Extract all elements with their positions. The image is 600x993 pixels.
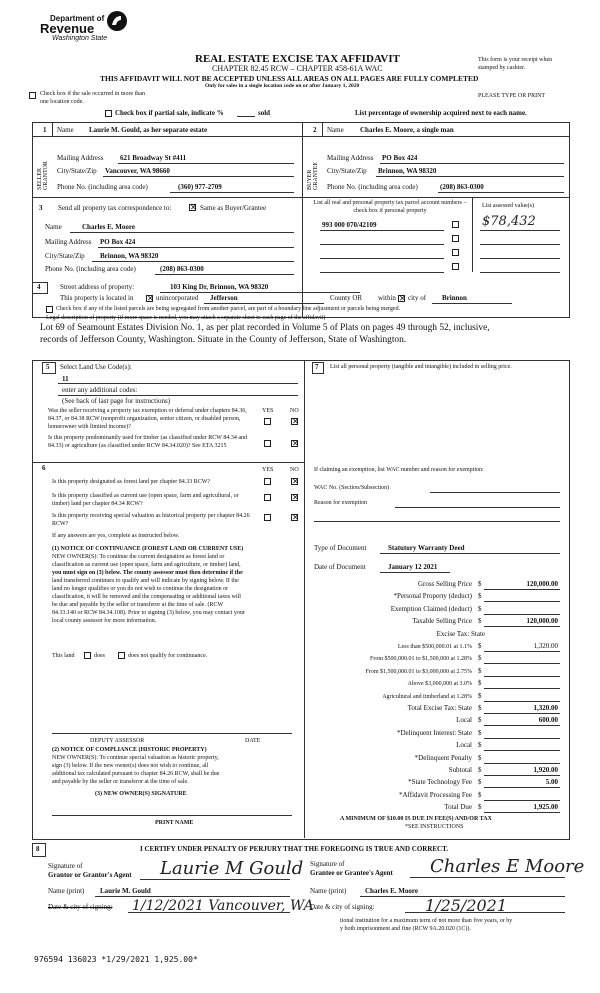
tier2-label: From $500,000.01 to $1,500,000 at 1.28% — [370, 656, 472, 662]
parcels-header: List all real and personal property tax parcel account numbers – check box if personal property — [313, 200, 467, 214]
grantor-date-city-label: Date & city of signing: — [48, 903, 113, 911]
local-amount[interactable]: 600.00 — [538, 716, 558, 724]
corr-name-label: Name — [45, 223, 62, 231]
taxable-amount[interactable]: 120,000.00 — [526, 617, 558, 625]
sec5-yes: YES — [262, 408, 274, 414]
grantee-name-print[interactable]: Charles E. Moore — [365, 887, 418, 895]
notice1-a: NEW OWNER(S): To continue the current designation as forest land or — [52, 554, 225, 560]
tier2-dollar: $ — [478, 654, 482, 662]
doc-type-label: Type of Document — [314, 544, 367, 552]
local-dollar: $ — [478, 716, 482, 724]
minimum-note: A MINIMUM OF $10.00 IS DUE IN FEE(S) AND/OR TAX — [340, 816, 492, 822]
personal-dollar: $ — [478, 592, 482, 600]
segregated-checkbox[interactable] — [46, 306, 53, 313]
excise-label: Excise Tax: State — [436, 630, 485, 638]
sec5-q1-yes[interactable] — [264, 418, 271, 425]
sec5-q1: Was the seller receiving a property tax exemption or deferral under chapters 84.36, 84.37, or 84.38 RCW (nonprofit organization, senior citizen, or disabled person, homeowner with limited income)? — [48, 408, 247, 430]
seller-phone-label: Phone No. (including area code) — [57, 183, 148, 191]
subtotal-amount[interactable]: 1,920.00 — [533, 766, 558, 774]
tier4-dollar: $ — [478, 679, 482, 687]
grantee-name-print-label: Name (print) — [310, 887, 347, 895]
seller-name-label: Name — [57, 126, 74, 134]
segregated-label: Check box if any of the listed parcels are being segregated from another parcel, are part of a boundary line adjustment or parcels being merged. — [56, 306, 401, 312]
grantor-sig-label1: Signature of — [48, 862, 83, 870]
sec6-q3-yes[interactable] — [264, 514, 271, 521]
deputy-assessor-label: DEPUTY ASSESSOR — [90, 738, 145, 744]
section-7-number: 7 — [315, 363, 319, 371]
form-subtitle: CHAPTER 82.45 RCW – CHAPTER 458-61A WAC — [212, 64, 383, 73]
within-city-checkbox[interactable]: ✕ — [399, 294, 406, 303]
form-title: REAL ESTATE EXCISE TAX AFFIDAVIT — [195, 53, 400, 65]
corr-label: Send all property tax correspondence to: — [58, 204, 172, 212]
gross-label: Gross Selling Price — [417, 580, 472, 588]
local-label: Local — [456, 716, 472, 724]
notice1-e: land no longer qualifies or you do not wish to continue the designation or — [52, 586, 229, 592]
section-3-number: 3 — [39, 204, 43, 212]
date-label: DATE — [245, 738, 261, 744]
buyer-city[interactable]: Brinnon, WA 98320 — [378, 167, 437, 175]
grantor-sig-label2: Grantor or Grantor's Agent — [48, 871, 132, 879]
sec6-q1-no[interactable]: ✕ — [292, 477, 299, 486]
total-state-dollar: $ — [478, 704, 482, 712]
affidavit-fee-dollar: $ — [478, 791, 482, 799]
corr-city-label: City/State/Zip — [45, 252, 85, 260]
tier1-label: Less than $500,000.01 at 1.1% — [397, 644, 472, 650]
delinq-int-dollar: $ — [478, 729, 482, 737]
section-1-number: 1 — [43, 126, 47, 134]
sec6-q2-yes[interactable] — [264, 494, 271, 501]
grantor-date-city[interactable]: 1/12/2021 Vancouver, WA — [132, 898, 314, 914]
county-label: County OR — [330, 294, 363, 302]
corr-address[interactable]: PO Box 424 — [100, 238, 136, 246]
notice2-d: and payable by the seller or transferor at the time of sale. — [52, 779, 189, 785]
personal-property-checkbox-2[interactable] — [452, 235, 459, 242]
seller-city-label: City/State/Zip — [57, 167, 97, 175]
tier1-amount[interactable]: 1,320.00 — [533, 642, 558, 650]
doc-date-label: Date of Document — [314, 563, 366, 571]
buyer-phone[interactable]: (208) 863-0300 — [440, 183, 484, 191]
section-4-number: 4 — [37, 283, 41, 291]
buyer-city-label: City/State/Zip — [327, 167, 367, 175]
legal-desc-line2[interactable]: records of Jefferson County, Washington. Situate in the County of Jefferson, State of Washington. — [40, 335, 407, 345]
buyer-side-label: BUYER GRANTEE — [307, 162, 319, 190]
personal-property-label: List all personal property (tangible and intangible) included in selling price. — [330, 364, 512, 370]
city-value[interactable]: Brinnon — [442, 294, 467, 302]
sec6-q3: Is this property receiving special valuation as historical property per chapter 84.26 RCW? — [52, 513, 250, 527]
grantor-name-print-label: Name (print) — [48, 887, 85, 895]
wac-label: WAC No. (Section/Subsection) — [314, 485, 390, 491]
legal-desc-line1[interactable]: Lot 69 of Seamount Estates Division No. 1, as per plat recorded in Volume 5 of Plats on pages 49 through 52, inclusive, — [40, 323, 490, 333]
gross-dollar: $ — [478, 580, 482, 588]
assessed-1[interactable]: $78,432 — [482, 214, 536, 229]
buyer-name[interactable]: Charles E. Moore, a single man — [360, 126, 454, 134]
notice1-g: be due and payable by the seller or transferor at the time of sale. (RCW — [52, 602, 224, 608]
seller-name[interactable]: Laurie M. Gould, as her separate estate — [89, 126, 208, 134]
reason-label: Reason for exemption — [314, 500, 367, 506]
buyer-address[interactable]: PO Box 424 — [382, 154, 418, 162]
does-label: does — [94, 653, 105, 659]
notice2-c: additional tax calculated pursuant to chapter 84.26 RCW, shall be due — [52, 771, 220, 777]
partial-sale-label: Check box if partial sale, indicate % — [115, 109, 224, 117]
tier5-dollar: $ — [478, 692, 482, 700]
delinq-int-label: *Delinquent Interest: State — [396, 729, 472, 737]
gross-amount[interactable]: 120,000.00 — [526, 580, 558, 588]
sec6-no: NO — [290, 467, 299, 473]
total-state-label: Total Excise Tax: State — [407, 704, 472, 712]
taxable-dollar: $ — [478, 617, 482, 625]
located-label: This property is located in — [60, 294, 134, 302]
grantee-signature[interactable]: Charles E Moore — [430, 856, 585, 877]
perjury-note-a: tional institution for a maximum term of not more than five years, or by — [340, 918, 513, 924]
notice2-a: NEW OWNER(S): To continue special valuation as historic property, — [52, 755, 219, 761]
within-label: within — [378, 294, 396, 302]
exemption-claim-label: If claiming an exemption, list WAC number and reason for exemption: — [314, 467, 484, 473]
tier5-label: Agricultural and timberland at 1.28% — [382, 694, 472, 700]
grantee-date-city[interactable]: 1/25/2021 — [425, 896, 508, 915]
personal-label: *Personal Property (deduct) — [393, 592, 472, 600]
sec6-q1: Is this property designated as forest land per chapter 84.33 RCW? — [52, 479, 211, 485]
type-print-note: PLEASE TYPE OR PRINT — [478, 93, 546, 99]
notice2-title: (2) NOTICE OF COMPLIANCE (HISTORIC PROPERTY) — [52, 747, 207, 753]
notice1-d: land transferred continues to qualify and will indicate by signing below. If the — [52, 578, 239, 584]
delinq-local-label: Local — [456, 741, 472, 749]
print-name-label: PRINT NAME — [155, 820, 194, 826]
exemption-dollar: $ — [478, 605, 482, 613]
doc-type[interactable]: Statutory Warranty Deed — [388, 544, 465, 552]
dept-line2: Revenue — [40, 21, 95, 36]
section-8-number: 8 — [36, 845, 40, 853]
buyer-name-label: Name — [327, 126, 344, 134]
grantor-name-print[interactable]: Laurie M. Gould — [100, 887, 151, 895]
sec6-q3-no[interactable]: ✕ — [292, 513, 299, 522]
see-back-note: (See back of last page for instructions) — [62, 397, 171, 405]
multi-location-checkbox[interactable] — [29, 92, 36, 99]
delinq-penalty-label: *Delinquent Penalty — [414, 754, 472, 762]
notice1-title: (1) NOTICE OF CONTINUANCE (FOREST LAND OR CURRENT USE) — [52, 546, 244, 552]
new-owner-signature-label: (3) NEW OWNER(S) SIGNATURE — [95, 791, 187, 797]
receipt-note: This form is your receipt when stamped by cashier. — [478, 57, 553, 71]
dor-logo — [40, 8, 130, 44]
assessed-header: List assessed value(s) — [482, 203, 534, 209]
exemption-label: Exemption Claimed (deduct) — [390, 605, 472, 613]
grantee-sig-label1: Signature of — [310, 860, 345, 868]
same-as-buyer-label: Same as Buyer/Grantee — [200, 204, 267, 212]
land-use-label: Select Land Use Code(s): — [60, 363, 132, 371]
seller-phone[interactable]: (360) 977-2709 — [178, 183, 222, 191]
buyer-phone-label: Phone No. (including area code) — [327, 183, 418, 191]
unincorporated-label: unincorporated — [156, 294, 199, 302]
grantee-date-city-label: Date & city of signing: — [310, 903, 375, 911]
affidavit-fee-label: *Affidavit Processing Fee — [399, 791, 472, 799]
notice1-c: you must sign on (3) below. The county assessor must then determine if the — [52, 570, 243, 576]
does-not-label: does not qualify for continuance. — [128, 653, 208, 659]
section-5-number: 5 — [46, 363, 50, 371]
form-warning: THIS AFFIDAVIT WILL NOT BE ACCEPTED UNLESS ALL AREAS ON ALL PAGES ARE FULLY COMPLETED — [100, 74, 479, 83]
section-6-number: 6 — [42, 464, 46, 472]
legal-desc-label: Legal description of property (if more space is needed, you may attach a separate sheet to each page of the affidavit) — [46, 315, 326, 321]
street-label: Street address of property: — [60, 283, 135, 291]
personal-property-checkbox-3[interactable] — [452, 249, 459, 256]
delinq-penalty-dollar: $ — [478, 754, 482, 762]
ownership-note: List percentage of ownership acquired next to each name. — [355, 109, 527, 117]
tier3-dollar: $ — [478, 667, 482, 675]
dept-line1: Department of — [50, 14, 105, 23]
sec5-q2-no[interactable]: ✕ — [292, 439, 299, 448]
sec6-q1-yes[interactable] — [264, 478, 271, 485]
subtotal-label: Subtotal — [448, 766, 472, 774]
notice2-b: sign (3) below. If the new owner(s) does not wish to continue, all — [52, 763, 209, 769]
sold-label: sold — [258, 109, 271, 117]
grantor-signature[interactable]: Laurie M Gould — [160, 858, 304, 879]
section-2-number: 2 — [313, 126, 317, 134]
additional-codes-label: enter any additional codes: — [62, 386, 138, 394]
tech-fee-dollar: $ — [478, 778, 482, 786]
seller-address-label: Mailing Address — [57, 154, 104, 162]
sec5-q2: Is this property predominantly used for timber (as classified under RCW 84.34 and 84.33) or agriculture (as classified under RCW 84.34.020)? See ETA 3215 — [48, 435, 248, 449]
personal-property-checkbox-4[interactable] — [452, 263, 459, 270]
street-address[interactable]: 103 King Dr, Brinnon, WA 98320 — [170, 283, 269, 291]
delinq-local-dollar: $ — [478, 741, 482, 749]
corr-name[interactable]: Charles E. Moore — [82, 223, 135, 231]
subtotal-dollar: $ — [478, 766, 482, 774]
county-value[interactable]: Jefferson — [210, 294, 238, 302]
notice1-h: 84.33.140 or RCW 84.34.108). Prior to signing (3) below, you may contact your — [52, 610, 245, 616]
this-land-label: This land — [52, 653, 75, 659]
sec6-q2-no[interactable]: ✕ — [292, 493, 299, 502]
form-note: Only for sales in a single location code on or after January 1, 2020 — [205, 83, 360, 89]
does-qualify-checkbox[interactable] — [84, 652, 91, 659]
tech-fee-amount[interactable]: 5.00 — [545, 778, 558, 786]
sec5-q1-no[interactable]: ✕ — [292, 417, 299, 426]
partial-sale-checkbox[interactable] — [105, 110, 112, 117]
perjury-note-b: y both imprisonment and fine (RCW 9A.20.020 (1C)). — [340, 926, 471, 932]
dept-line3: Washington State — [52, 35, 108, 42]
buyer-address-label: Mailing Address — [327, 154, 374, 162]
total-state-amount[interactable]: 1,320.00 — [533, 704, 558, 712]
if-yes-note: If any answers are yes, complete as instructed below. — [52, 533, 180, 539]
unincorporated-checkbox[interactable]: ✕ — [147, 294, 154, 303]
parcel-1[interactable]: 993 000 070/42109 — [322, 221, 377, 229]
corr-phone-label: Phone No. (including area code) — [45, 265, 136, 273]
tier3-label: From $1,500,000.01 to $3,000,000 at 2.75% — [365, 669, 472, 675]
corr-phone[interactable]: (208) 863-0300 — [160, 265, 204, 273]
sec5-no: NO — [290, 408, 299, 414]
city-of-label: city of — [408, 294, 427, 302]
sec6-yes: YES — [262, 467, 274, 473]
grantee-sig-label2: Grantee or Grantee's Agent — [310, 869, 393, 877]
notice1-i: local county assessor for more information. — [52, 618, 157, 624]
tier4-label: Above $3,000,000 at 3.0% — [407, 681, 472, 687]
cashier-stamp: 976594 136023 *1/29/2021 1,925.00* — [34, 955, 198, 964]
total-due-label: Total Due — [444, 803, 472, 811]
see-instructions: *SEE INSTRUCTIONS — [405, 824, 464, 830]
notice1-f: classification, it will be removed and the compensating or additional taxes will — [52, 594, 241, 600]
seller-address[interactable]: 621 Broadway St #411 — [120, 154, 187, 162]
sec5-q2-yes[interactable] — [264, 440, 271, 447]
total-due-dollar: $ — [478, 803, 482, 811]
doc-date[interactable]: January 12 2021 — [388, 563, 438, 571]
tech-fee-label: *State Technology Fee — [408, 778, 472, 786]
corr-city[interactable]: Brinnon, WA 98320 — [100, 252, 159, 260]
multi-location-label: Check box if the sale occurred in more than one location code. — [40, 91, 145, 105]
dor-logo-mark — [106, 10, 128, 32]
same-as-buyer-checkbox[interactable]: ✕ — [190, 203, 197, 212]
certify-statement: I CERTIFY UNDER PENALTY OF PERJURY THAT THE FOREGOING IS TRUE AND CORRECT. — [140, 845, 449, 853]
land-use-code[interactable]: 11 — [62, 375, 69, 383]
personal-property-checkbox-1[interactable] — [452, 221, 459, 228]
seller-city[interactable]: Vancouver, WA 98660 — [105, 167, 170, 175]
tier1-dollar: $ — [478, 642, 482, 650]
notice1-b: classification as current use (open space, farm and agriculture, or timber) land, — [52, 562, 241, 568]
seller-side-label: SELLER GRANTOR — [37, 161, 49, 190]
sec6-q2: Is this property classified as current use (open space, farm and agricultural, or timber) land per chapter 84.34 RCW? — [52, 493, 239, 507]
corr-address-label: Mailing Address — [45, 238, 92, 246]
taxable-label: Taxable Selling Price — [412, 617, 472, 625]
does-not-qualify-checkbox[interactable] — [118, 652, 125, 659]
total-due-amount[interactable]: 1,925.00 — [533, 803, 558, 811]
